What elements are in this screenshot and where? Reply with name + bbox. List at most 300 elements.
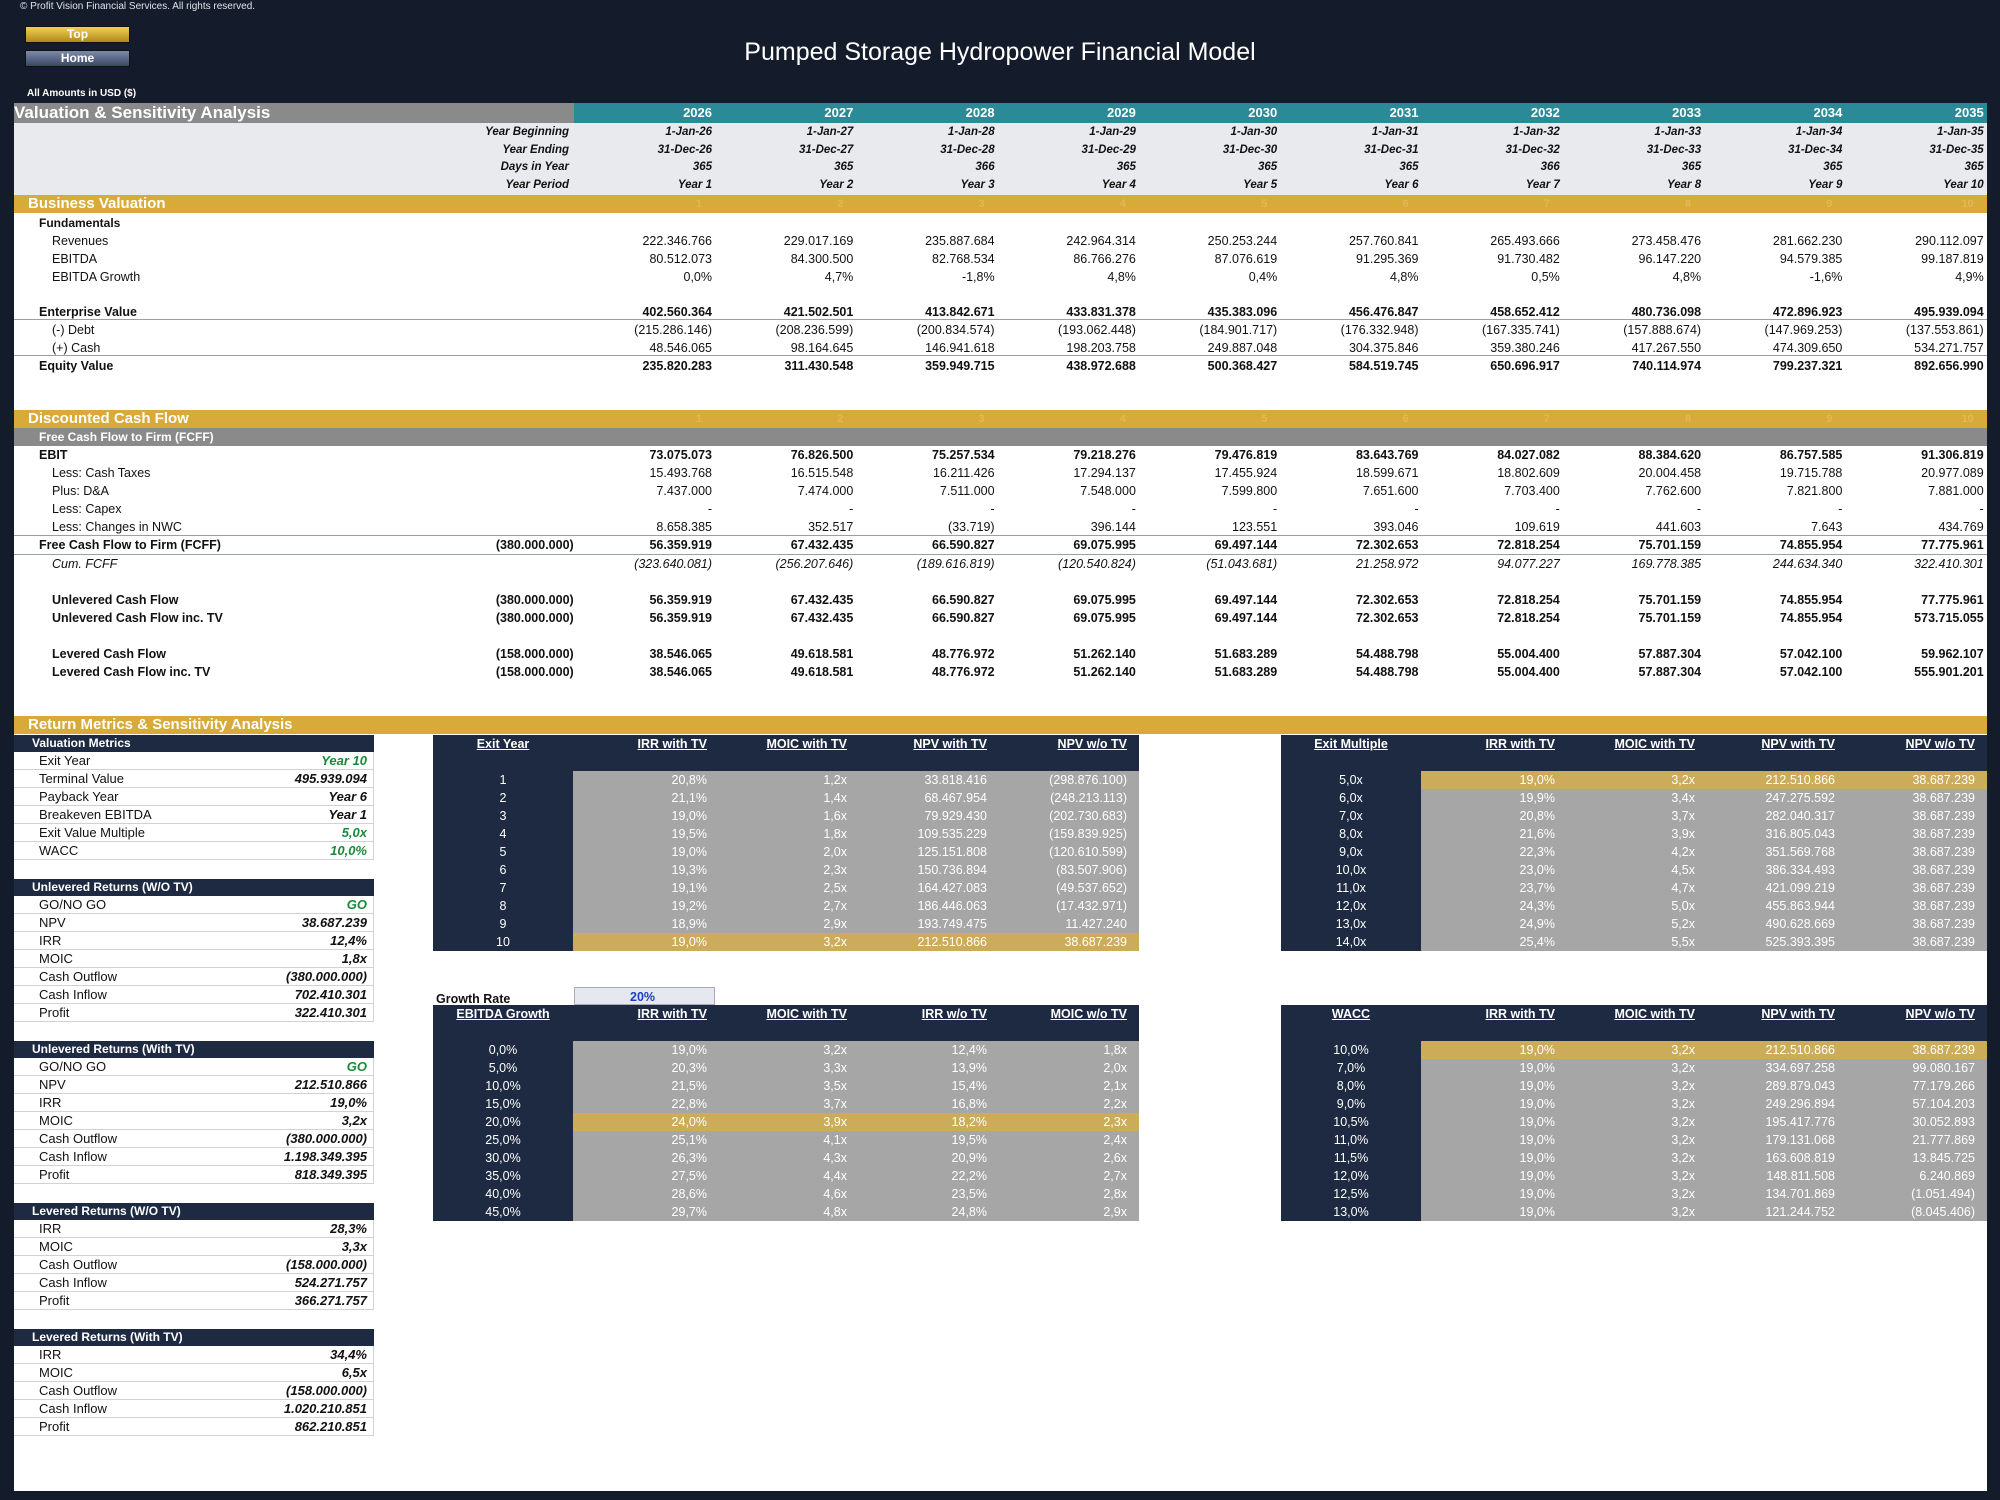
metric-row (14, 752, 374, 770)
cell-value: 0,0% (683, 270, 712, 284)
table-cell: 125.151.808 (917, 845, 987, 859)
table-cell: (298.876.100) (1049, 773, 1127, 787)
period-value: 31-Dec-31 (1364, 143, 1419, 156)
cell-value: 75.701.159 (1638, 593, 1702, 607)
cell-value: 72.302.653 (1355, 593, 1419, 607)
metric-row (14, 968, 374, 986)
band-title: Business Valuation (28, 195, 166, 212)
table-cell: 19,0% (1519, 1097, 1555, 1111)
metric-label: Profit (39, 1167, 70, 1182)
metric-value: GO (346, 897, 367, 912)
table-cell: 25,1% (671, 1133, 707, 1147)
cell-value: - (1131, 502, 1136, 516)
cell-value: 72.302.653 (1355, 611, 1419, 625)
table-cell: 421.099.219 (1765, 881, 1835, 895)
metric-value: 12,4% (330, 933, 367, 948)
cell-value: 7.821.800 (1786, 484, 1843, 498)
period-value: 31-Dec-34 (1788, 143, 1843, 156)
year-header: 2028 (965, 105, 995, 120)
table-cell: 3,2x (1671, 1205, 1695, 1219)
table-header: Exit Multiple (1314, 737, 1388, 751)
equity-value-label: Equity Value (39, 359, 114, 373)
metric-value: 1.020.210.851 (283, 1401, 367, 1416)
cell-value: 0,5% (1531, 270, 1560, 284)
metric-block-title: Unlevered Returns (With TV) (14, 1041, 374, 1058)
period-value: 1-Jan-26 (665, 126, 712, 138)
cell-value: 417.267.550 (1631, 341, 1702, 355)
cell-value: 8.658.385 (656, 520, 712, 534)
cum-fcff-label: Cum. FCFF (52, 557, 118, 571)
cell-value: 94.579.385 (1779, 252, 1843, 266)
cell-value: 15.493.768 (649, 466, 712, 480)
year-header: 2029 (1106, 105, 1136, 120)
cell-value: 75.701.159 (1638, 538, 1702, 552)
cell-value: 55.004.400 (1497, 647, 1560, 661)
cell-value: 56.359.919 (649, 538, 712, 552)
page-title: Pumped Storage Hydropower Financial Model (744, 38, 1256, 66)
table-cell: 33.818.416 (924, 773, 987, 787)
cell-value: (208.236.599) (775, 323, 854, 337)
table-cell: 24,0% (671, 1115, 707, 1129)
metric-block (14, 1041, 374, 1184)
period-value: Year 1 (677, 178, 712, 191)
cell-value: 7.762.600 (1645, 484, 1702, 498)
cell-value: 74.855.954 (1779, 611, 1843, 625)
table-cell: 2,5x (823, 881, 847, 895)
metric-label: Cash Inflow (39, 1275, 107, 1290)
cell-value: 82.768.534 (932, 252, 995, 266)
cell-value: 51.262.140 (1073, 665, 1136, 679)
cell-value: 99.187.819 (1921, 252, 1984, 266)
cell-value: -1,8% (961, 270, 995, 284)
table-row (433, 861, 1139, 879)
cell-value: 352.517 (808, 520, 854, 534)
cell-value: 7.511.000 (939, 484, 995, 498)
sensitivity-table-ebitda-growth (433, 1005, 1139, 1221)
sensitivity-table-exit-multiple (1281, 735, 1987, 951)
row-key: 5,0% (488, 1061, 518, 1075)
table-cell: 30.052.893 (1912, 1115, 1975, 1129)
cell-value: 244.634.340 (1772, 557, 1843, 571)
table-cell: 16,8% (951, 1097, 987, 1111)
cell-value: 86.766.276 (1073, 252, 1136, 266)
metric-value: 5,0x (341, 825, 367, 840)
table-cell: 27,5% (671, 1169, 707, 1183)
period-value: 365 (1964, 161, 1984, 173)
metric-label: NPV (39, 1077, 66, 1092)
table-row (433, 1077, 1139, 1095)
table-cell: 19,0% (1519, 1169, 1555, 1183)
metric-value: (158.000.000) (286, 1257, 367, 1272)
cell-value: 472.896.923 (1772, 305, 1843, 319)
table-cell: 212.510.866 (917, 935, 987, 949)
cell-value: 57.887.304 (1638, 647, 1702, 661)
table-row (1281, 1167, 1987, 1185)
cell-value: 73.075.073 (649, 448, 712, 462)
period-value: 1-Jan-32 (1513, 126, 1560, 138)
cell-value: 198.203.758 (1066, 341, 1136, 355)
metric-value: (380.000.000) (286, 969, 367, 984)
cell-value: 79.476.819 (1214, 448, 1278, 462)
row-key: 45,0% (485, 1205, 521, 1219)
table-cell: 2,9x (1103, 1205, 1127, 1219)
cell-value: 740.114.974 (1632, 359, 1702, 373)
cell-value: 359.380.246 (1490, 341, 1560, 355)
cell-value: 421.502.501 (783, 305, 854, 319)
table-header: NPV with TV (913, 737, 987, 751)
fundamental-row-label: EBITDA (52, 252, 98, 266)
table-cell: (159.839.925) (1049, 827, 1127, 841)
cell-value: 72.302.653 (1355, 538, 1419, 552)
period-value: 31-Dec-28 (940, 143, 995, 156)
table-cell: 455.863.944 (1765, 899, 1835, 913)
table-header: IRR with TV (1485, 737, 1555, 751)
table-cell: 68.467.954 (924, 791, 987, 805)
row-key: 9,0% (1336, 1097, 1366, 1111)
metric-row (14, 842, 374, 860)
table-cell: 2,4x (1103, 1133, 1127, 1147)
cell-value: 86.757.585 (1779, 448, 1843, 462)
table-cell: 3,2x (1671, 1061, 1695, 1075)
table-cell: 38.687.239 (1064, 935, 1127, 949)
table-cell: 3,2x (1671, 1169, 1695, 1183)
table-cell: 19,0% (1519, 1079, 1555, 1093)
fcff-subheader: Free Cash Flow to Firm (FCFF) (14, 428, 1987, 446)
table-cell: 3,4x (1671, 791, 1695, 805)
cell-value: 573.715.055 (1914, 611, 1984, 625)
period-value: 365 (834, 161, 854, 173)
cell-value: 21.258.972 (1355, 557, 1419, 571)
cell-value: (167.335.741) (1481, 323, 1560, 337)
table-cell: 6.240.869 (1919, 1169, 1975, 1183)
row-key: 2 (499, 791, 507, 805)
row-key: 6,0x (1339, 791, 1363, 805)
cell-value: 4,8% (1390, 270, 1419, 284)
cell-value: 91.295.369 (1355, 252, 1419, 266)
period-value: Year 5 (1243, 178, 1278, 191)
metric-row (14, 1130, 374, 1148)
table-row (1281, 933, 1987, 951)
band-title: Discounted Cash Flow (28, 410, 189, 427)
row-key: 25,0% (485, 1133, 521, 1147)
cell-value: 87.076.619 (1214, 252, 1278, 266)
cash-taxes-label: Less: Cash Taxes (52, 466, 151, 480)
cell-value: (184.901.717) (1199, 323, 1278, 337)
cell-value: 54.488.798 (1355, 647, 1419, 661)
cell-value: (200.834.574) (916, 323, 995, 337)
period-number: 6 (1402, 198, 1409, 210)
table-cell: 19,0% (671, 1043, 707, 1057)
table-header: NPV w/o TV (1905, 1007, 1975, 1021)
table-cell: 38.687.239 (1912, 935, 1975, 949)
row-key: 6 (499, 863, 507, 877)
period-value: Year 8 (1666, 178, 1702, 191)
metric-row (14, 806, 374, 824)
period-value: 365 (1258, 161, 1278, 173)
table-header: MOIC w/o TV (1050, 1007, 1127, 1021)
metric-value: 6,5x (341, 1365, 367, 1380)
table-row (433, 771, 1139, 789)
metric-value: 322.410.301 (294, 1005, 367, 1020)
table-cell: 3,2x (1671, 1079, 1695, 1093)
table-row (433, 807, 1139, 825)
table-cell: 3,2x (1671, 1133, 1695, 1147)
ucf-tv-label: Unlevered Cash Flow inc. TV (52, 611, 223, 625)
metric-value: 3,3x (341, 1239, 367, 1254)
year-header: 2030 (1248, 105, 1278, 120)
cell-value: 290.112.097 (1915, 234, 1984, 248)
row-key: 8,0x (1339, 827, 1363, 841)
cell-value: 650.696.917 (1490, 359, 1560, 373)
table-row (433, 897, 1139, 915)
period-value: 31-Dec-26 (657, 143, 712, 156)
table-cell: 18,9% (671, 917, 707, 931)
cell-value: 69.075.995 (1073, 593, 1136, 607)
period-value: Year 10 (1943, 178, 1984, 191)
cell-value: - (849, 502, 854, 516)
table-row (433, 1185, 1139, 1203)
metric-label: IRR (39, 1095, 62, 1110)
table-row (1281, 861, 1987, 879)
metric-block-title: Levered Returns (With TV) (14, 1329, 374, 1346)
table-cell: 386.334.493 (1765, 863, 1835, 877)
table-cell: 19,3% (671, 863, 707, 877)
cell-value: -1,6% (1809, 270, 1843, 284)
table-cell: 148.811.508 (1766, 1169, 1835, 1183)
cell-value: 91.306.819 (1921, 448, 1984, 462)
table-cell: 21,1% (671, 791, 707, 805)
cell-value: - (990, 502, 995, 516)
period-value: 1-Jan-31 (1371, 126, 1419, 138)
debt-label: (-) Debt (52, 323, 95, 337)
cell-value: 434.769 (1938, 520, 1984, 534)
cell-value: 19.715.788 (1779, 466, 1843, 480)
cell-value: 94.077.227 (1497, 557, 1560, 571)
table-cell: 99.080.167 (1912, 1061, 1975, 1075)
cell-value: 4,7% (824, 270, 854, 284)
metric-label: GO/NO GO (39, 1059, 107, 1074)
table-row (1281, 1149, 1987, 1167)
table-cell: 2,7x (823, 899, 847, 913)
table-cell: 4,3x (823, 1151, 847, 1165)
cell-value: 435.383.096 (1207, 305, 1278, 319)
cell-value: 55.004.400 (1497, 665, 1560, 679)
table-cell: 249.296.894 (1765, 1097, 1835, 1111)
metric-row (14, 1274, 374, 1292)
table-row (433, 1167, 1139, 1185)
cell-value: 72.818.254 (1497, 538, 1560, 552)
cell-value: 38.546.065 (649, 665, 712, 679)
metric-label: NPV (39, 915, 66, 930)
table-cell: 4,6x (823, 1187, 847, 1201)
table-header: MOIC with TV (766, 737, 847, 751)
row-key: 35,0% (485, 1169, 521, 1183)
cell-value: 109.619 (1514, 520, 1560, 534)
table-row (433, 933, 1139, 951)
table-cell: 19,0% (1519, 1043, 1555, 1057)
table-cell: 2,3x (1103, 1115, 1127, 1129)
top-button[interactable]: Top (25, 26, 130, 43)
table-cell: 18,2% (951, 1115, 987, 1129)
dcf-band (14, 410, 1987, 428)
row-key: 1 (499, 773, 507, 787)
row-key: 12,0% (1333, 1169, 1369, 1183)
cell-value: 799.237.321 (1772, 359, 1843, 373)
metric-label: Cash Inflow (39, 987, 107, 1002)
copyright-text: © Profit Vision Financial Services. All rights reserved. (20, 1, 256, 12)
table-cell: 3,2x (1671, 1097, 1695, 1111)
table-cell: 24,3% (1519, 899, 1555, 913)
table-cell: 38.687.239 (1912, 881, 1975, 895)
period-value: 1-Jan-33 (1654, 126, 1702, 138)
table-cell: 134.701.869 (1765, 1187, 1835, 1201)
metric-label: Cash Inflow (39, 1401, 107, 1416)
lcf-label: Levered Cash Flow (52, 647, 166, 661)
cell-value: 69.497.144 (1214, 538, 1278, 552)
row-key: 7,0x (1339, 809, 1363, 823)
period-number: 10 (1961, 413, 1974, 425)
fcff-label: Free Cash Flow to Firm (FCFF) (39, 538, 221, 552)
cell-value: 18.599.671 (1355, 466, 1419, 480)
table-cell: 38.687.239 (1912, 773, 1975, 787)
table-cell: 2,0x (823, 845, 847, 859)
cash-label: (+) Cash (52, 341, 101, 355)
metric-row (14, 1166, 374, 1184)
metric-value: GO (346, 1059, 367, 1074)
table-cell: 163.608.819 (1765, 1151, 1835, 1165)
table-cell: 3,2x (823, 1043, 847, 1057)
metric-label: MOIC (39, 951, 73, 966)
period-value: 366 (1540, 161, 1560, 173)
cell-value: 242.964.314 (1066, 234, 1136, 248)
cell-value: 4,8% (1672, 270, 1702, 284)
table-header: MOIC with TV (1614, 1007, 1695, 1021)
row-key: 12,5% (1333, 1187, 1369, 1201)
row-key: 9 (499, 917, 507, 931)
table-row (1281, 807, 1987, 825)
cell-value: 54.488.798 (1355, 665, 1419, 679)
metric-value: 495.939.094 (294, 771, 367, 786)
table-header: IRR with TV (637, 737, 707, 751)
cell-value: 123.551 (1232, 520, 1278, 534)
metric-row (14, 1256, 374, 1274)
metric-label: WACC (39, 843, 79, 858)
table-row (1281, 1059, 1987, 1077)
table-cell: 21.777.869 (1912, 1133, 1975, 1147)
table-cell: (248.213.113) (1050, 791, 1127, 805)
table-header: IRR w/o TV (921, 1007, 987, 1021)
cell-value: 438.972.688 (1066, 359, 1136, 373)
fundamental-row-label: Revenues (52, 234, 109, 248)
cell-value: 7.881.000 (1928, 484, 1984, 498)
cell-value: 250.253.244 (1207, 234, 1278, 248)
initial-value: (380.000.000) (495, 611, 574, 625)
table-cell: 282.040.317 (1765, 809, 1835, 823)
period-value: Year 3 (960, 178, 995, 191)
cell-value: - (1979, 502, 1984, 516)
cell-value: 17.294.137 (1073, 466, 1136, 480)
enterprise-value-label: Enterprise Value (39, 305, 137, 319)
period-value: 31-Dec-29 (1081, 143, 1136, 156)
period-label: Year Period (505, 178, 569, 191)
table-header: WACC (1331, 1007, 1371, 1021)
table-cell: 2,8x (1103, 1187, 1127, 1201)
table-cell: 3,9x (1671, 827, 1695, 841)
cell-value: 84.300.500 (790, 252, 854, 266)
metric-value: 28,3% (330, 1221, 367, 1236)
table-cell: 23,7% (1519, 881, 1555, 895)
row-key: 11,0x (1336, 881, 1366, 895)
metric-value: 702.410.301 (294, 987, 367, 1002)
table-cell: 21,6% (1519, 827, 1555, 841)
table-cell: 22,3% (1519, 845, 1555, 859)
table-cell: 38.687.239 (1912, 827, 1975, 841)
table-cell: 2,3x (823, 863, 847, 877)
cell-value: 74.855.954 (1779, 538, 1843, 552)
year-header: 2033 (1672, 105, 1702, 120)
table-cell: 19,5% (951, 1133, 987, 1147)
cell-value: 77.775.961 (1921, 593, 1984, 607)
cell-value: (176.332.948) (1340, 323, 1419, 337)
period-value: 1-Jan-27 (806, 126, 854, 138)
row-key: 11,0% (1333, 1133, 1369, 1147)
table-cell: (120.610.599) (1049, 845, 1127, 859)
cell-value: 7.703.400 (1504, 484, 1560, 498)
metric-row (14, 1418, 374, 1436)
period-number: 10 (1961, 198, 1974, 210)
row-key: 13,0% (1333, 1205, 1369, 1219)
home-button[interactable]: Home (25, 50, 130, 67)
cell-value: 51.683.289 (1214, 647, 1278, 661)
cell-value: (215.286.146) (634, 323, 712, 337)
table-cell: (8.045.406) (1911, 1205, 1975, 1219)
table-cell: 1,6x (823, 809, 847, 823)
table-row (1281, 1041, 1987, 1059)
cell-value: 413.842.671 (925, 305, 995, 319)
cell-value: 396.144 (1090, 520, 1136, 534)
metric-block-title: Levered Returns (W/O TV) (14, 1203, 374, 1220)
row-key: 40,0% (485, 1187, 521, 1201)
row-key: 5 (499, 845, 507, 859)
table-row (433, 1149, 1139, 1167)
table-cell: (17.432.971) (1056, 899, 1127, 913)
cell-value: 57.887.304 (1638, 665, 1702, 679)
cell-value: 458.652.412 (1490, 305, 1560, 319)
table-header: NPV w/o TV (1905, 737, 1975, 751)
row-key: 15,0% (485, 1097, 521, 1111)
lcf-tv-label: Levered Cash Flow inc. TV (52, 665, 211, 679)
cell-value: 555.901.201 (1914, 665, 1984, 679)
row-key: 0,0% (488, 1043, 518, 1057)
table-header: MOIC with TV (766, 1007, 847, 1021)
cell-value: 96.147.220 (1638, 252, 1702, 266)
table-cell: 19,0% (1519, 1061, 1555, 1075)
period-value: 365 (1681, 161, 1702, 173)
metric-label: IRR (39, 933, 62, 948)
table-cell: 19,0% (1519, 1133, 1555, 1147)
metric-value: Year 6 (328, 789, 367, 804)
table-cell: 19,5% (671, 827, 707, 841)
table-row (433, 825, 1139, 843)
cell-value: 83.643.769 (1355, 448, 1419, 462)
growth-rate-input[interactable]: 20% (574, 987, 715, 1005)
metric-row (14, 1112, 374, 1130)
cell-value: 222.346.766 (642, 234, 712, 248)
row-key: 20,0% (485, 1115, 521, 1129)
table-cell: 3,2x (823, 935, 847, 949)
row-key: 9,0x (1339, 845, 1363, 859)
table-cell: 26,3% (671, 1151, 707, 1165)
